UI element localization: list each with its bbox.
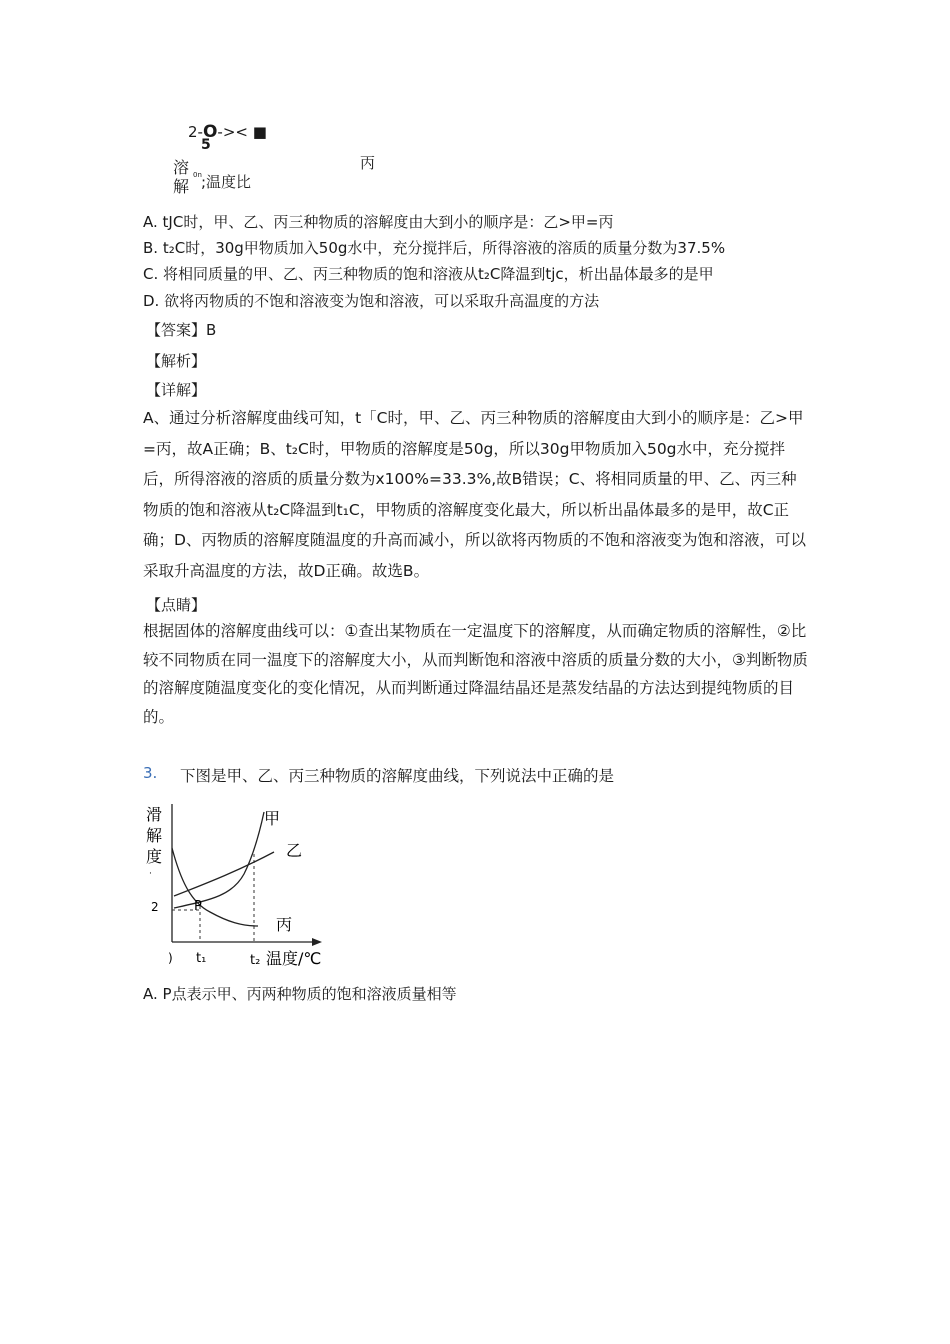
detail-paragraph: A、通过分析溶解度曲线可知，t「C时，甲、乙、丙三种物质的溶解度由大到小的顺序是：乙>甲=丙，故A正确；B、t₂C时，甲物质的溶解度是50g，所以30g甲物质加入50g水中，充分搅拌后，所得溶液的溶质的质量分数为x100%=33.3%,故B错误；C、将相同质量的甲、乙、丙三种物质的饱和溶液从t₂C降温到t₁C，甲物质的溶解度变化最大，所以析出晶体最多的是甲，故C正确；D、丙物质的溶解度随温度的升高而减小，所以欲将丙物质的不饱和溶液变为饱和溶液，可以采取升高温度的方法，故D正确。故选B。 (143, 409, 806, 580)
point-p-label: P (194, 899, 202, 914)
detail-heading: 【详解】 (146, 381, 207, 399)
solubility-curve-diagram (140, 796, 340, 972)
option-d: D. 欲将丙物质的不饱和溶液变为饱和溶液，可以采取升高温度的方法 (143, 292, 600, 310)
figure-fragment-line1 (188, 122, 267, 142)
question-number: 3. (143, 764, 158, 782)
tip-paragraph: 根据固体的溶解度曲线可以：①查出某物质在一定温度下的溶解度，从而确定物质的溶解性，②比较不同物质在同一温度下的溶解度大小，从而判断饱和溶液中溶质的质量分数的大小，③判断物质的溶解度随温度变化的变化情况，从而判断通过降温结晶还是蒸发结晶的方法达到提纯物质的目的。 (143, 622, 808, 726)
question-text: 下图是甲、乙、丙三种物质的溶解度曲线，下列说法中正确的是 (180, 767, 615, 785)
curve-label-jia: 甲 (264, 809, 281, 828)
figure-fragment-small: 0n (193, 171, 202, 179)
curve-label-yi: 乙 (286, 841, 303, 860)
y-tick-label: 2 (151, 900, 159, 914)
curve-yi (174, 852, 274, 896)
q3-option-a: A. P点表示甲、丙两种物质的饱和溶液质量相等 (143, 985, 457, 1003)
curve-label-bing: 丙 (276, 915, 293, 934)
option-b: B. t₂C时，30g甲物质加入50g水中，充分搅拌后，所得溶液的溶质的质量分数为37.5% (143, 239, 726, 257)
figure-fragment-bing: 丙 (360, 154, 376, 172)
y-axis-label-char-2: 解 (146, 826, 163, 845)
figure-fragment-jie: 解 (173, 177, 190, 196)
origin-label: ) (168, 951, 173, 965)
figure-fragment-rong: 溶 (173, 158, 190, 177)
figure-fragment-temp-label: ;温度比 (201, 173, 252, 191)
x-tick-t2: t₂ (250, 953, 261, 968)
answer-line: 【答案】B (146, 321, 217, 339)
curve-bing (172, 848, 258, 926)
fragment-big: O (202, 122, 218, 142)
option-a: A. tJC时，甲、乙、丙三种物质的溶解度由大到小的顺序是：乙>甲=丙 (143, 213, 614, 231)
fragment-suffix: ->< ■ (217, 123, 267, 141)
y-axis-label-char-1: 滑 (146, 805, 163, 824)
y-axis-label-char-3: 度 (146, 847, 163, 866)
fragment-prefix: 2- (188, 123, 203, 141)
analysis-heading: 【解析】 (146, 352, 207, 370)
x-axis-label: 温度/℃ (266, 949, 322, 968)
x-tick-t1: t₁ (196, 951, 207, 966)
curve-jia (174, 812, 264, 908)
x-axis-arrow (312, 938, 322, 946)
y-tick-small: · (149, 869, 152, 879)
tip-heading: 【点睛】 (146, 596, 207, 614)
figure-fragment-line2: 5 (201, 137, 211, 153)
option-c: C. 将相同质量的甲、乙、丙三种物质的饱和溶液从t₂C降温到tjc，析出晶体最多的是甲 (143, 265, 714, 283)
